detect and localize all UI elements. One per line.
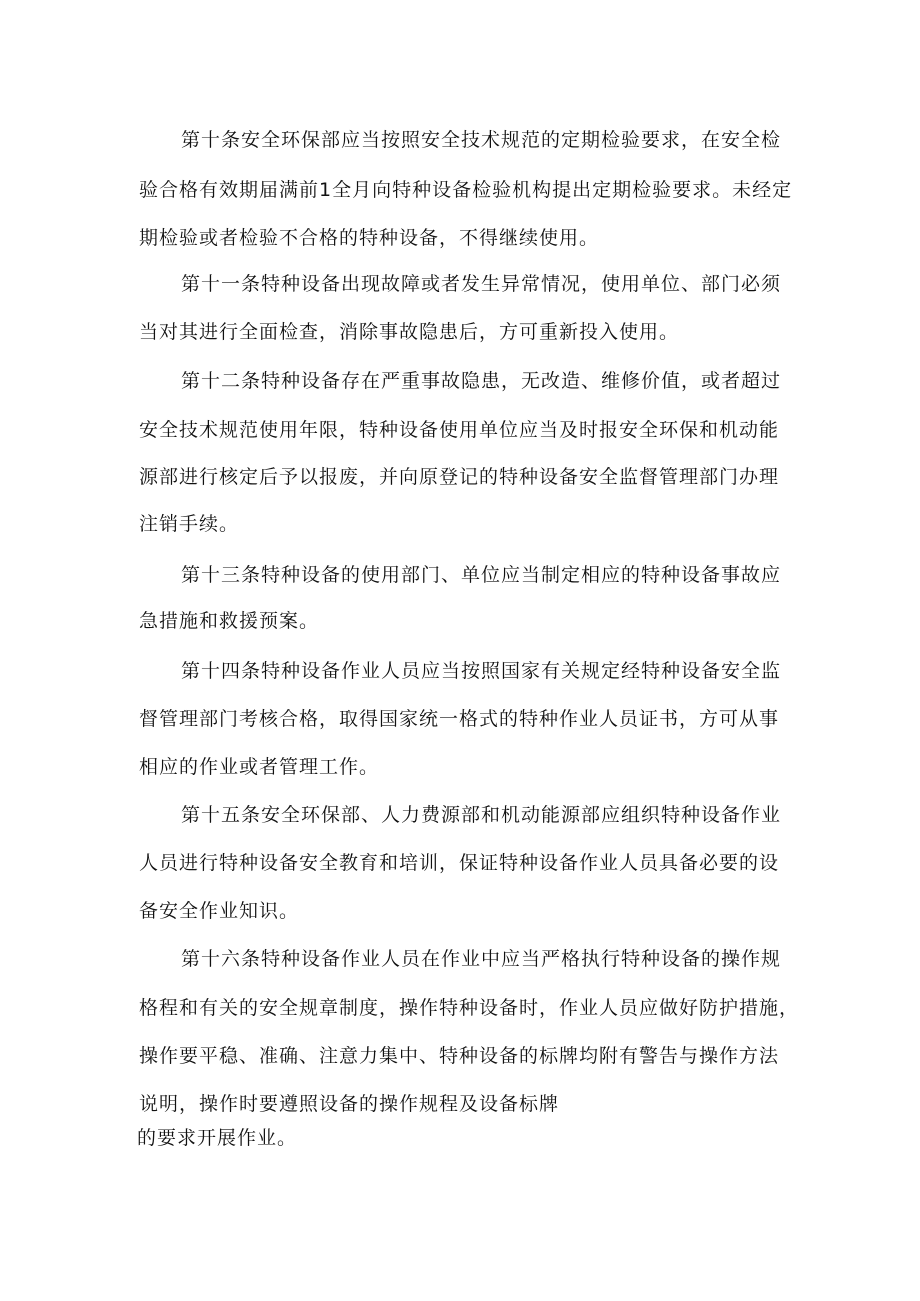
- article-11-line-1: 第十一条特种设备出现故障或者发生异常情况，使用单位、部门必须: [181, 273, 782, 295]
- article-10-line-3: 期检验或者检验不合格的特种设备，不得继续使用。: [139, 227, 600, 249]
- article-13-line-1: 第十三条特种设备的使用部门、单位应当制定相应的特种设备事故应: [181, 564, 782, 586]
- article-16-line-5: 的要求开展作业。: [137, 1127, 298, 1149]
- article-14-line-2: 督管理部门考核合格，取得国家统一格式的特种作业人员证书，方可从事: [139, 708, 780, 730]
- article-16-line-1: 第十六条特种设备作业人员在作业中应当严格执行特种设备的操作规: [181, 948, 782, 970]
- article-16-line-3: 操作要平稳、准确、注意力集中、特种设备的标牌均附有警告与操作方法: [139, 1045, 780, 1067]
- article-13-line-2: 急措施和救援预案。: [139, 610, 320, 632]
- article-16-line-2: 格程和有关的安全规章制度，操作特种设备时，作业人员应做好防护措施，: [139, 997, 800, 1019]
- article-10-line-2: 验合格有效期届满前1全月向特种设备检验机构提出定期检验要求。未经定: [139, 179, 793, 201]
- article-12-line-3: 源部进行核定后予以报废，并向原登记的特种设备安全监督管理部门办理: [139, 466, 780, 488]
- article-14-line-3: 相应的作业或者管理工作。: [139, 756, 380, 778]
- article-15-line-1: 第十五条安全环保部、人力费源部和机动能源部应组织特种设备作业: [181, 804, 782, 826]
- article-15-line-3: 备安全作业知识。: [139, 900, 300, 922]
- article-15-line-2: 人员进行特种设备安全教育和培训，保证特种设备作业人员具备必要的设: [139, 852, 780, 874]
- article-12-line-1: 第十二条特种设备存在严重事故隐患，无改造、维修价值，或者超过: [181, 370, 782, 392]
- article-12-line-2: 安全技术规范使用年限，特种设备使用单位应当及时报安全环保和机动能: [139, 419, 780, 441]
- article-14-line-1: 第十四条特种设备作业人员应当按照国家有关规定经特种设备安全监: [181, 660, 782, 682]
- article-12-line-4: 注销手续。: [139, 513, 240, 535]
- article-10-line-1: 第十条安全环保部应当按照安全技术规范的定期检验要求，在安全检: [181, 129, 782, 151]
- article-16-line-4: 说明，操作时要遵照设备的操作规程及设备标牌: [139, 1093, 560, 1115]
- article-11-line-2: 当对其进行全面检查，消除事故隐患后，方可重新投入使用。: [139, 321, 680, 343]
